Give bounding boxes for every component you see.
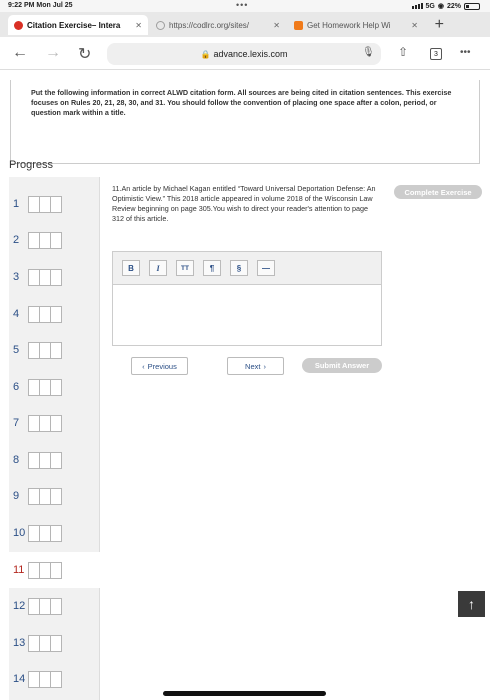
tab-bar xyxy=(0,12,490,37)
answer-boxes xyxy=(29,232,62,249)
tab-label: Citation Exercise– Intera xyxy=(27,20,121,30)
instructions-box: Put the following information in correct ALWD citation form. All sources are being cited in citation sentences. This exercise focuses on Rules 20, 21, 28, 30, and 31. You should follow the convention of placing one space after a colon, period, or question mark within a title. xyxy=(10,80,480,164)
more-icon[interactable]: ••• xyxy=(460,47,471,58)
next-button[interactable] xyxy=(227,357,284,375)
location-icon: ◉ xyxy=(437,3,444,10)
submit-answer-button[interactable]: Submit Answer xyxy=(302,358,382,373)
progress-item-7[interactable]: 7 xyxy=(9,405,100,441)
close-tab-icon[interactable]: ✕ xyxy=(135,20,142,30)
answer-boxes xyxy=(29,562,62,579)
progress-item-11-current[interactable]: 11 xyxy=(9,552,100,588)
progress-item-3[interactable]: 3 xyxy=(9,259,100,295)
chevron-right-icon: › xyxy=(263,361,266,371)
arrow-up-icon[interactable]: ↑ xyxy=(458,591,485,617)
battery-label: 22% xyxy=(446,2,461,10)
section-button[interactable]: § xyxy=(230,260,248,276)
tab-codlrc[interactable] xyxy=(150,15,286,35)
progress-heading: Progress xyxy=(9,159,54,171)
close-tab-icon[interactable]: ✕ xyxy=(273,20,280,30)
answer-boxes xyxy=(29,415,62,432)
progress-item-8[interactable]: 8 xyxy=(9,442,100,478)
answer-boxes xyxy=(29,488,62,505)
signal-icon xyxy=(412,3,423,9)
status-time: 9:22 PM Mon Jul 25 xyxy=(8,2,73,9)
bold-button[interactable]: B xyxy=(122,260,140,276)
answer-editor xyxy=(112,251,382,346)
share-icon[interactable]: ⇧ xyxy=(398,45,409,59)
answer-boxes xyxy=(29,635,62,652)
progress-item-14[interactable]: 14 xyxy=(9,661,100,697)
tab-switcher-button[interactable]: 3 xyxy=(430,48,442,60)
answer-boxes xyxy=(29,452,62,469)
microphone-icon[interactable]: 🎙 xyxy=(362,47,375,58)
complete-exercise-button[interactable]: Complete Exercise xyxy=(394,185,482,199)
progress-sidebar xyxy=(9,177,100,700)
reload-icon[interactable]: ↻ xyxy=(78,46,92,63)
italic-button[interactable]: I xyxy=(149,260,167,276)
progress-item-5[interactable]: 5 xyxy=(9,332,100,368)
status-right xyxy=(412,2,480,10)
progress-item-2[interactable]: 2 xyxy=(9,222,100,258)
progress-item-12[interactable]: 12 xyxy=(9,588,100,624)
dash-button[interactable]: — xyxy=(257,260,275,276)
tab-label: Get Homework Help Wi xyxy=(307,20,391,30)
question-text: 11.An article by Michael Kagan entitled “Toward Universal Deportation Defense: An Optimistic View.” This 2018 article appeared in volume 2018 of the Wisconsin Law Review beginning on page 305.You wish to direct your reader's attention to page 312 of this article. xyxy=(112,184,376,223)
answer-boxes xyxy=(29,306,62,323)
previous-label: Previous xyxy=(147,361,177,371)
chevron-left-icon: ‹ xyxy=(142,361,145,371)
answer-boxes xyxy=(29,342,62,359)
progress-item-10[interactable]: 10 xyxy=(9,515,100,551)
new-tab-icon[interactable]: + xyxy=(434,16,444,33)
tab-homework-help[interactable] xyxy=(288,15,424,35)
answer-boxes xyxy=(29,379,62,396)
back-arrow-icon[interactable]: ← xyxy=(12,44,28,61)
close-tab-icon[interactable]: ✕ xyxy=(411,20,418,30)
lock-icon: 🔒 xyxy=(200,49,211,59)
answer-boxes xyxy=(29,269,62,286)
progress-item-4[interactable]: 4 xyxy=(9,296,100,332)
home-indicator[interactable] xyxy=(163,691,326,696)
progress-item-9[interactable]: 9 xyxy=(9,478,100,514)
address-bar-row xyxy=(0,37,490,70)
text-size-button[interactable]: TT xyxy=(176,260,194,276)
answer-boxes xyxy=(29,196,62,213)
answer-input[interactable] xyxy=(113,285,381,345)
previous-button[interactable] xyxy=(131,357,188,375)
progress-item-6[interactable]: 6 xyxy=(9,369,100,405)
tab-citation-exercise[interactable] xyxy=(8,15,148,35)
editor-toolbar xyxy=(113,252,381,285)
status-bar xyxy=(0,0,490,12)
answer-boxes xyxy=(29,598,62,615)
multitask-dots-icon[interactable]: ••• xyxy=(236,0,249,10)
lexis-favicon-icon xyxy=(14,21,23,30)
paragraph-button[interactable]: ¶ xyxy=(203,260,221,276)
globe-favicon-icon xyxy=(156,21,165,30)
progress-item-13[interactable]: 13 xyxy=(9,625,100,661)
tab-label: https://codlrc.org/sites/ xyxy=(169,20,250,30)
url-field[interactable] xyxy=(107,43,381,65)
progress-item-1[interactable]: 1 xyxy=(9,186,100,222)
network-label: 5G xyxy=(425,2,435,10)
battery-icon xyxy=(464,3,480,10)
url-text: advance.lexis.com xyxy=(213,49,288,59)
answer-boxes xyxy=(29,671,62,688)
forward-arrow-icon[interactable]: → xyxy=(45,44,61,61)
next-label: Next xyxy=(245,361,261,371)
chegg-favicon-icon xyxy=(294,21,303,30)
answer-boxes xyxy=(29,525,62,542)
